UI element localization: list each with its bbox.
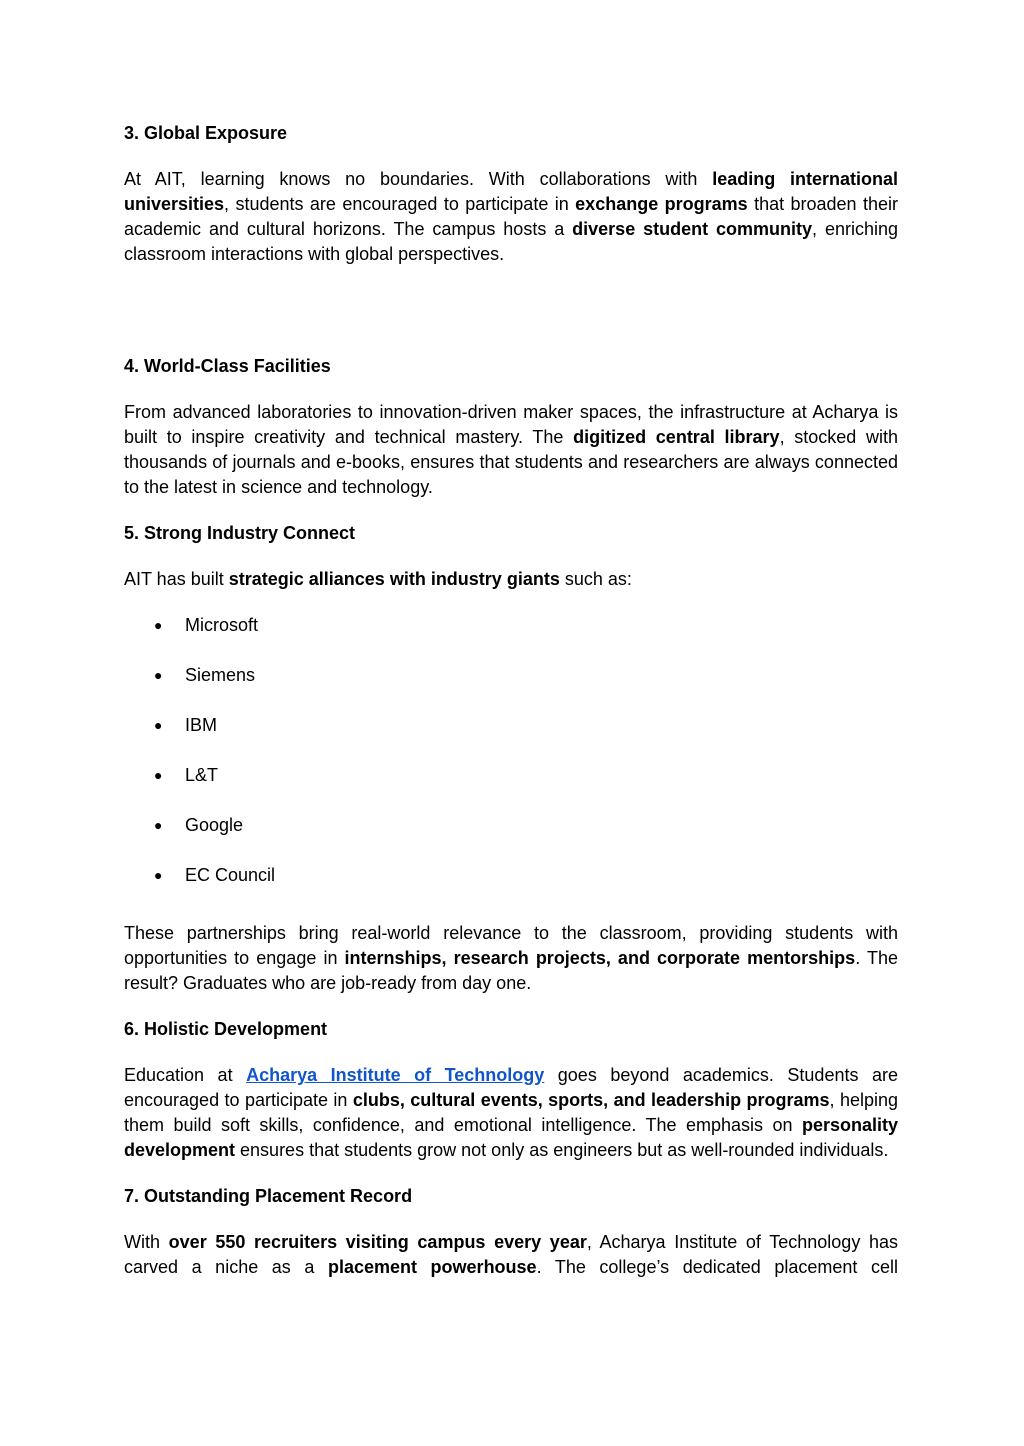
text-run: , enriching classroom interactions with global perspectives. — [124, 219, 898, 264]
list-item-label: Google — [185, 815, 244, 835]
blank-space — [124, 288, 898, 354]
text-run: . The college’s dedicated placement cell — [536, 1257, 898, 1277]
industry-partner-list — [124, 613, 898, 888]
list-item — [124, 863, 898, 888]
bold-text: leading international universities — [124, 169, 898, 214]
text-run: . The result? Graduates who are job-ready from day one. — [124, 948, 898, 993]
text-run: such as: — [559, 569, 632, 589]
acharya-institute-link[interactable]: Acharya Institute of Technology — [246, 1065, 545, 1085]
text-run: , students are encouraged to participate in — [224, 194, 576, 214]
bold-text: digitized central library — [573, 427, 780, 447]
list-item — [124, 663, 898, 688]
text-run: AIT has built — [124, 569, 229, 589]
paragraph-global-exposure — [124, 167, 898, 267]
text-run: Education at — [124, 1065, 247, 1085]
section-heading-industry: 5. Strong Industry Connect — [124, 523, 356, 543]
bullet-icon: ● — [154, 817, 163, 833]
blank-space — [124, 913, 898, 921]
paragraph-holistic — [124, 1063, 898, 1163]
bold-text: personality development — [124, 1115, 898, 1160]
bold-text: strategic alliances with industry giants — [228, 569, 560, 589]
paragraph-placement — [124, 1230, 898, 1280]
list-item-label: EC Council — [185, 865, 276, 885]
section-heading-holistic: 6. Holistic Development — [124, 1019, 328, 1039]
text-run: These partnerships bring real-world relevance to the classroom, providing students with opportunities to engage in — [124, 923, 898, 968]
bold-text: placement powerhouse — [327, 1257, 537, 1277]
list-item-label: Microsoft — [185, 615, 259, 635]
list-item-label: L&T — [185, 765, 219, 785]
section-heading-facilities: 4. World-Class Facilities — [124, 356, 331, 376]
text-run: that broaden their academic and cultural horizons. The campus hosts a — [124, 194, 899, 239]
bold-text: diverse student community — [572, 219, 813, 239]
bullet-icon: ● — [154, 667, 163, 683]
bullet-icon: ● — [154, 767, 163, 783]
list-item — [124, 613, 898, 638]
text-run: With — [124, 1232, 169, 1252]
list-item-label: Siemens — [185, 665, 256, 685]
bold-text: clubs, cultural events, sports, and leadership programs — [352, 1090, 830, 1110]
bold-text: exchange programs — [575, 194, 748, 214]
paragraph-industry-intro — [124, 567, 898, 592]
document-page — [124, 121, 898, 1301]
text-run: At AIT, learning knows no boundaries. With collaborations with — [124, 169, 713, 189]
paragraph-facilities — [124, 400, 898, 500]
section-heading-placement: 7. Outstanding Placement Record — [124, 1186, 413, 1206]
bullet-icon: ● — [154, 617, 163, 633]
list-item-label: IBM — [185, 715, 218, 735]
list-item — [124, 713, 898, 738]
text-run: From advanced laboratories to innovation-driven maker spaces, the infrastructure at Acharya is built to inspire creativity and technical mastery. The — [124, 402, 898, 447]
text-run: ensures that students grow not only as engineers but as well-rounded individuals. — [235, 1140, 889, 1160]
bullet-icon: ● — [154, 717, 163, 733]
text-run: goes beyond academics. Students are encouraged to participate in — [124, 1065, 898, 1110]
text-run: , stocked with thousands of journals and e-books, ensures that students and researchers are always connected to the latest in science and technology. — [124, 427, 899, 497]
section-heading-global-exposure: 3. Global Exposure — [124, 123, 288, 143]
text-run: , Acharya Institute of Technology has carved a niche as a — [124, 1232, 898, 1277]
bold-text: over 550 recruiters visiting campus every year — [168, 1232, 587, 1252]
paragraph-industry-partnerships — [124, 921, 898, 996]
list-item — [124, 813, 898, 838]
bullet-icon: ● — [154, 867, 163, 883]
list-item — [124, 763, 898, 788]
text-run: , helping them build soft skills, confidence, and emotional intelligence. The emphasis on — [124, 1090, 898, 1135]
bold-text: internships, research projects, and corporate mentorships — [344, 948, 856, 968]
